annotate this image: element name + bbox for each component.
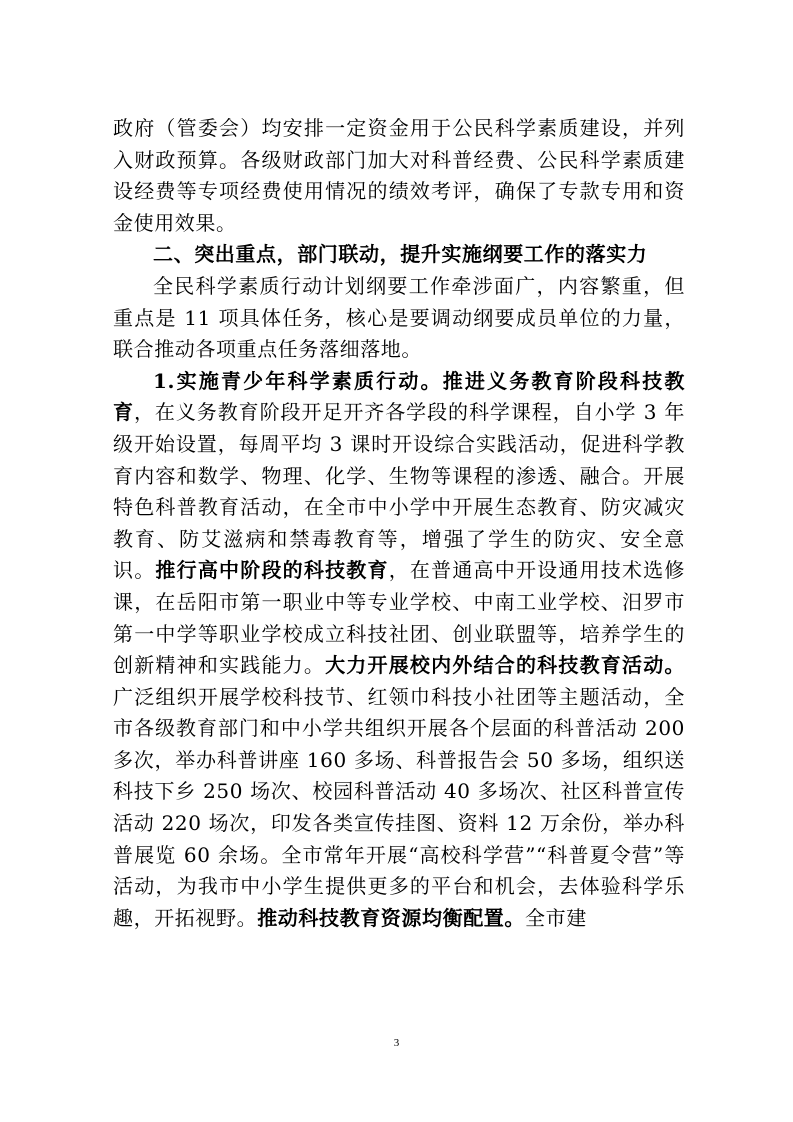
text-resources: 全市建 [525,905,587,930]
document-page [113,113,685,934]
bold-phrase-high-school: 推行高中阶段的科技教育 [155,558,389,583]
bold-phrase-resources: 推动科技教育资源均衡配置。 [257,905,526,930]
paragraph-funding: 政府（管委会）均安排一定资金用于公民科学素质建设，并列入财政预算。各级财政部门加大对科普经费、公民科学素质建设经费等专项经费使用情况的绩效考评，确保了专款专用和资金使用效果。 [113,116,685,235]
paragraph-overview: 全民科学素质行动计划纲要工作牵涉面广，内容繁重，但重点是 11 项具体任务，核心是要调动纲要成员单位的力量，联合推动各项重点任务落细落地。 [113,273,685,362]
text-high-school: ，在普通高中开设通用技术选修课，在岳阳市第一职业中等专业学校、中南工业学校、汨罗市第一中学等职业学校成立科技社团、创业联盟等，培养学生的创新精神和实践能力。 [113,558,685,678]
bold-phrase-activities: 大力开展校内外结合的科技教育活动。 [325,653,685,678]
text-compulsory-education: ，在义务教育阶段开足开齐各学段的科学课程，自小学 3 年级开始设置，每周平均 3 课时开设综合实践活动，促进科学教育内容和数学、物理、化学、生物等课程的渗透、融合。开展特色科普教育活动，在全市中小学中开展生态教育、防灾减灾教育、防艾滋病和禁毒教育等，增强了学生的防灾、安全意识。 [113,400,685,583]
text-activities: 广泛组织开展学校科技节、红领巾科技小社团等主题活动，全市各级教育部门和中小学共组织开展各个层面的科普活动 200 多次，举办科普讲座 160 多场、科普报告会 50 多场，组织送科技下乡 250 场次、校园科普活动 40 多场次、社区科普宣传活动 220 场次，印发各类宣传挂图、资料 12 万余份，举办科普展览 60 余场。全市常年开展“高校科学营”“科普夏令营”等活动，为我市中小学生提供更多的平台和机会，去体验科学乐趣，开拓视野。 [113,684,685,930]
paragraph-youth-action [113,366,685,935]
bold-phrase-youth-action: 1.实施青少年科学素质行动。推进义务教育阶段科技教育 [113,368,685,425]
section-heading-2: 二、突出重点，部门联动，提升实施纲要工作的落实力 [153,242,648,267]
page-number: 3 [393,1037,400,1049]
